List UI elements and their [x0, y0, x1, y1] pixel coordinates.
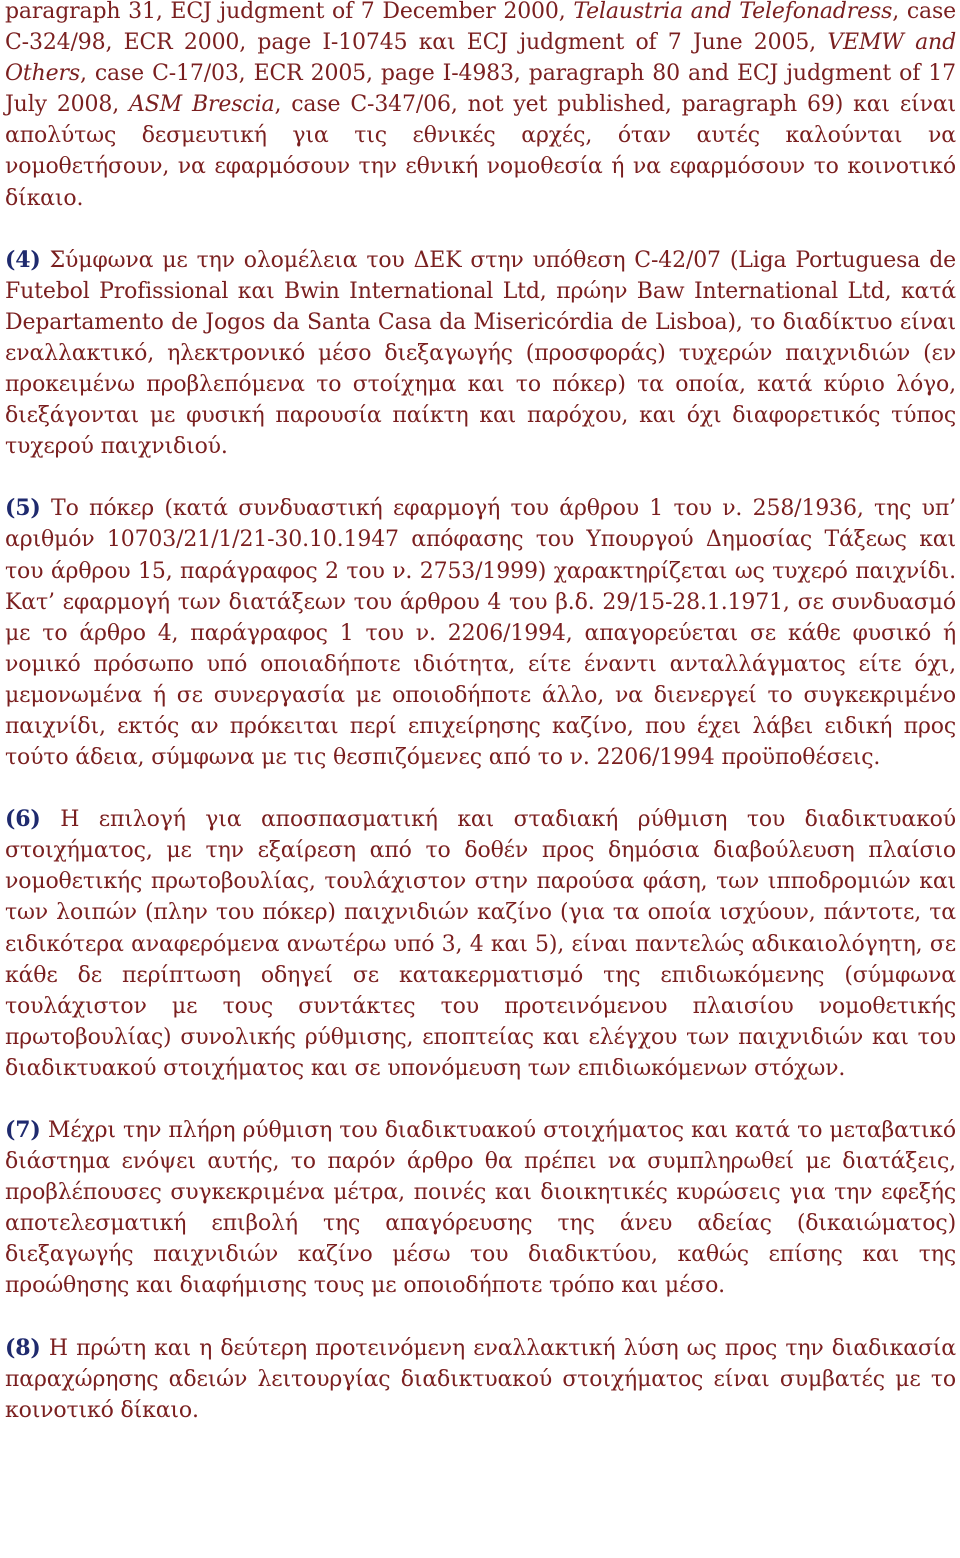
paragraph-text: Η επιλογή για αποσπασματική και σταδιακή ρύθμιση του διαδικτυακού στοιχήματος, με την εξαίρεση από το δοθέν προς δημόσια διαβούλευση πλαίσιο νομοθετικής πρωτοβουλίας, τουλάχιστον στην παρούσα φάση, των ιπποδρομιών και των λοιπών (πλην του πόκερ) παιχνιδιών καζίνο (για τα οποία ισχύουν, πάντοτε, τα ειδικότερα αναφερόμενα ανωτέρω υπό 3, 4 και 5), είναι παντελώς αδικαιολόγητη, σε κάθε δε περίπτωση οδηγεί σε κατακερματισμό της επιδιωκόμενης (σύμφωνα τουλάχιστον με τους συντάκτες του προτεινόμενου πλαισίου νομοθετικής πρωτοβουλίας) συνολικής ρύθμισης, εποπτείας και ελέγχου των παιχνιδιών και του διαδικτυακού στοιχήματος και σε υπονόμευση των επιδιωκόμενων στόχων.	[5, 807, 957, 1081]
text-segment: , case C-324/98, ECR 2000, page I-10745 και ECJ judgment of 7 June 2005,	[5, 0, 956, 56]
paragraph-number: (7)	[5, 1117, 41, 1143]
paragraph-text: Σύμφωνα με την ολομέλεια του ΔΕΚ στην υπόθεση C-42/07 (Liga Portuguesa de Futebol Profissional και Bwin International Ltd, πρώην Baw International Ltd, κατά Departamento de Jogos da Santa Casa da Misericórdia de Lisboa), το διαδίκτυο είναι εναλλακτικό, ηλεκτρονικό μέσο διεξαγωγής (προσφοράς) τυχερών παιχνιδιών (εν προκειμένω προβλεπόμενα το στοίχημα και το πόκερ) τα οποία, κατά κύριο λόγο, διεξάγονται με φυσική παρουσία παίκτη και παρόχου, και όχι διαφορετικός τύπος τυχερού παιχνιδιού.	[5, 247, 956, 460]
paragraph-8	[5, 1333, 956, 1426]
paragraph-5	[5, 493, 956, 773]
paragraph-number: (6)	[5, 806, 41, 833]
paragraph-text: Μέχρι την πλήρη ρύθμιση του διαδικτυακού στοιχήματος και κατά το μεταβατικό διάστημα ενόψει αυτής, το παρόν άρθρο θα πρέπει να συμπληρωθεί με διατάξεις, προβλέπουσες συγκεκριμένα μέτρα, ποινές και διοικητικές κυρώσεις για την εφεξής αποτελεσματική επιβολή της απαγόρευσης της άνευ αδείας (δικαιώματος) διεξαγωγής παιχνιδιών καζίνο μέσω του διαδικτύου, καθώς επίσης και της προώθησης και διαφήμισης τους με οποιοδήποτε τρόπο και μέσο.	[5, 1118, 957, 1299]
text-segment: , case C-347/06, not yet published, paragraph 69) και είναι απολύτως δεσμευτική για τις εθνικές αρχές, όταν αυτές καλούνται να νομοθετήσουν, να εφαρμόσουν την εθνική νομοθεσία ή να εφαρμόσουν το κοινοτικό δίκαιο.	[5, 92, 956, 211]
text-segment: , case C-17/03, ECR 2005, page I-4983, paragraph 80 and ECJ judgment of 17 July 2008,	[5, 61, 956, 118]
paragraph-4	[5, 245, 956, 463]
paragraph-number: (4)	[5, 246, 41, 273]
case-name: VEMW and Others	[5, 30, 956, 87]
paragraph-text: Το πόκερ (κατά συνδυαστική εφαρμογή του άρθρου 1 του ν. 258/1936, της υπ’ αριθμόν 10703/21/1/21-30.10.1947 απόφασης του Υπουργού Δημοσίας Τάξεως και του άρθρου 15, παράγραφος 2 του ν. 2753/1999) χαρακτηρίζεται ως τυχερό παιχνίδι. Κατ’ εφαρμογή των διατάξεων του άρθρου 4 του β.δ. 29/15-28.1.1971, σε συνδυασμό με το άρθρο 4, παράγραφος 1 του ν. 2206/1994, απαγορεύεται σε κάθε φυσικό ή νομικό πρόσωπο υπό οποιαδήποτε ιδιότητα, είτε έναντι ανταλλάγματος είτε όχι, μεμονωμένα ή σε συνεργασία με οποιοδήποτε άλλο, να διενεργεί το συγκεκριμένο παιχνίδι, εκτός αν πρόκειται περί επιχείρησης καζίνο, που έχει λάβει ειδική προς τούτο άδεια, σύμφωνα με τις θεσπιζόμενες από το ν. 2206/1994 προϋποθέσεις.	[5, 496, 956, 771]
paragraph-6	[5, 804, 956, 1084]
paragraph-continuation	[5, 0, 956, 214]
case-name: Telaustria and Telefonadress	[573, 0, 893, 24]
paragraph-number: (8)	[5, 1334, 41, 1361]
paragraph-7	[5, 1115, 956, 1302]
paragraph-text: Η πρώτη και η δεύτερη προτεινόμενη εναλλακτική λύση ως προς την διαδικασία παραχώρησης αδειών λειτουργίας διαδικτυακού στοιχήματος είναι συμβατές με το κοινοτικό δίκαιο.	[5, 1335, 956, 1423]
paragraph-number: (5)	[5, 495, 41, 522]
text-segment: paragraph 31, ECJ judgment of 7 December 2000,	[5, 0, 574, 24]
case-name: ASM Brescia	[129, 92, 275, 118]
